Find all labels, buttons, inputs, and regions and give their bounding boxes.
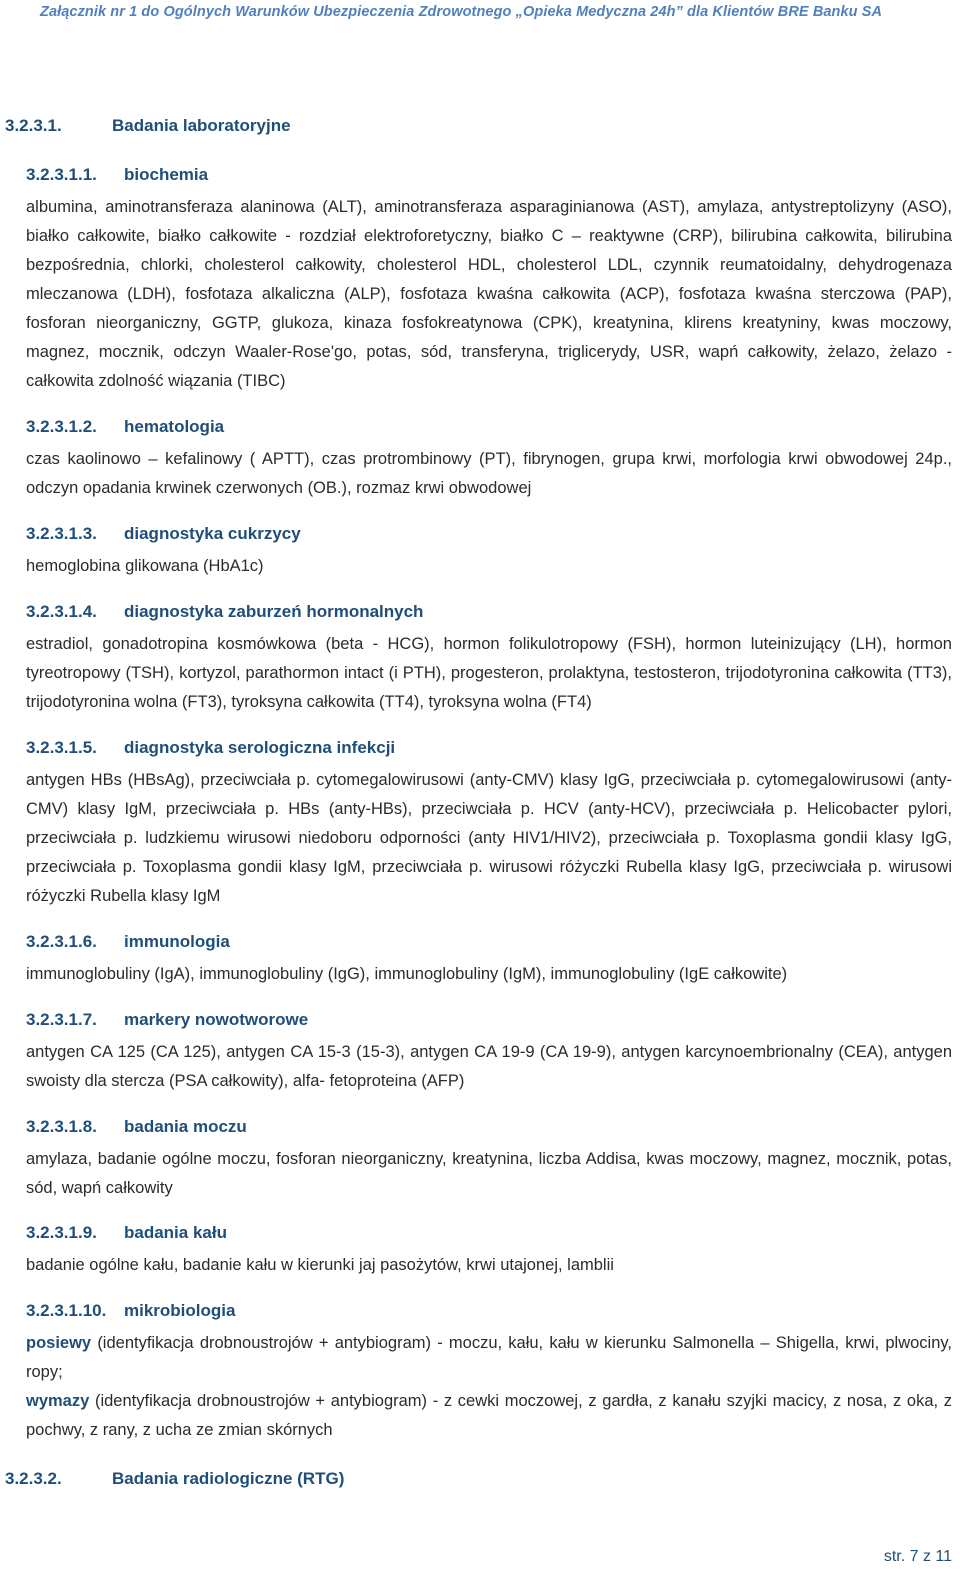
subsection-title: immunologia <box>124 932 230 951</box>
subsection-heading <box>26 1300 952 1329</box>
section-heading-rtg <box>5 1469 344 1489</box>
subsection-title: markery nowotworowe <box>124 1010 309 1029</box>
subsection-text: badanie ogólne kału, badanie kału w kierunki jaj pasożytów, krwi utajonej, lamblii <box>26 1256 614 1274</box>
subsection-text: czas kaolinowo – kefalinowy ( APTT), czas protrombinowy (PT), fibrynogen, grupa krwi, morfologia krwi obwodowej 24p., odczyn opadania krwinek czerwonych (OB.), rozmaz krwi obwodowej <box>26 450 952 497</box>
section-biochemia <box>26 164 952 396</box>
document-header: Załącznik nr 1 do Ogólnych Warunków Ubezpieczenia Zdrowotnego „Opieka Medyczna 24h” dla Klientów BRE Banku SA <box>40 4 883 20</box>
section-diagnostyka-hormonalna <box>26 601 952 717</box>
subsection-heading <box>26 416 952 445</box>
subsection-text: amylaza, badanie ogólne moczu, fosforan nieorganiczny, kreatynina, liczba Addisa, kwas moczowy, magnez, mocznik, potas, sód, wapń całkowity <box>26 1150 952 1197</box>
page-number: str. 7 z 11 <box>883 1548 952 1565</box>
section-badania-kalu <box>26 1222 952 1280</box>
subsection-text: immunoglobuliny (IgA), immunoglobuliny (IgG), immunoglobuliny (IgM), immunoglobuliny (IgE całkowite) <box>26 965 788 983</box>
subsection-title: badania kału <box>124 1223 227 1242</box>
subsection-text <box>26 1329 952 1445</box>
section-number: 3.2.3.1. <box>5 116 62 135</box>
subsection-number: 3.2.3.1.10. <box>26 1301 107 1320</box>
section-heading-lab <box>5 116 291 136</box>
subsection-heading <box>26 523 952 552</box>
subsection-title: diagnostyka serologiczna infekcji <box>124 738 396 757</box>
section-title: Badania laboratoryjne <box>112 116 291 135</box>
subsection-title: badania moczu <box>124 1117 247 1136</box>
posiewy-description: (identyfikacja drobnoustrojów + antybiogram) - moczu, kału, kału w kierunku Salmonella – Shigella, krwi, plwociny, ropy; <box>26 1334 952 1381</box>
subsection-text: antygen CA 125 (CA 125), antygen CA 15-3 (15-3), antygen CA 19-9 (CA 19-9), antygen karcynoembrionalny (CEA), antygen swoisty dla stercza (PSA całkowity), alfa- fetoproteina (AFP) <box>26 1043 952 1090</box>
subsection-heading <box>26 1116 952 1145</box>
subsection-number: 3.2.3.1.4. <box>26 602 97 621</box>
subsection-number: 3.2.3.1.8. <box>26 1117 97 1136</box>
term-wymazy: wymazy <box>26 1392 90 1410</box>
subsection-text: estradiol, gonadotropina kosmówkowa (beta - HCG), hormon folikulotropowy (FSH), hormon luteinizujący (LH), hormon tyreotropowy (TSH), kortyzol, parathormon intact (i PTH), progesteron, prolaktyna, testosteron, trijodotyronina całkowita (TT3), trijodotyronina wolna (FT3), tyroksyna całkowita (TT4), tyroksyna wolna (FT4) <box>26 635 952 711</box>
subsection-title: diagnostyka cukrzycy <box>124 524 301 543</box>
section-markery <box>26 1009 952 1096</box>
subsection-number: 3.2.3.1.3. <box>26 524 97 543</box>
subsection-title: biochemia <box>124 165 209 184</box>
section-badania-moczu <box>26 1116 952 1203</box>
section-title: Badania radiologiczne (RTG) <box>112 1469 345 1488</box>
paragraph-posiewy <box>26 1329 952 1387</box>
subsection-heading <box>26 1009 952 1038</box>
section-mikrobiologia <box>26 1300 952 1445</box>
subsection-title: hematologia <box>124 417 225 436</box>
subsection-heading <box>26 601 952 630</box>
subsection-number: 3.2.3.1.7. <box>26 1010 97 1029</box>
subsection-text: albumina, aminotransferaza alaninowa (ALT), aminotransferaza asparaginianowa (AST), amylaza, antystreptolizyny (ASO), białko całkowite, białko całkowite - rozdział elektroforetyczny, białko C – reaktywne (CRP), bilirubina całkowita, bilirubina bezpośrednia, chlorki, cholesterol całkowity, cholesterol HDL, cholesterol LDL, czynnik reumatoidalny, dehydrogenaza mleczanowa (LDH), fosfotaza alkaliczna (ALP), fosfotaza kwaśna całkowita (ACP), fosfotaza kwaśna sterczowa (PAP), fosforan nieorganiczny, GGTP, glukoza, kinaza fosfokreatynowa (CPK), kreatynina, klirens kreatyniny, kwas moczowy, magnez, mocznik, odczyn Waaler-Rose'go, potas, sód, transferyna, triglicerydy, USR, wapń całkowity, żelazo, żelazo - całkowita zdolność wiązania (TIBC) <box>26 198 952 390</box>
subsection-number: 3.2.3.1.9. <box>26 1223 97 1242</box>
subsection-number: 3.2.3.1.2. <box>26 417 97 436</box>
subsection-heading <box>26 737 952 766</box>
section-diagnostyka-cukrzycy <box>26 523 952 581</box>
subsection-title: diagnostyka zaburzeń hormonalnych <box>124 602 424 621</box>
subsection-heading <box>26 931 952 960</box>
subsection-title: mikrobiologia <box>124 1301 236 1320</box>
section-immunologia <box>26 931 952 989</box>
subsection-number: 3.2.3.1.1. <box>26 165 97 184</box>
subsection-number: 3.2.3.1.6. <box>26 932 97 951</box>
subsection-text: hemoglobina glikowana (HbA1c) <box>26 557 264 575</box>
subsection-heading <box>26 1222 952 1251</box>
section-hematologia <box>26 416 952 503</box>
wymazy-description: (identyfikacja drobnoustrojów + antybiogram) - z cewki moczowej, z gardła, z kanału szyjki macicy, z nosa, z oka, z pochwy, z rany, z ucha ze zmian skórnych <box>26 1392 952 1439</box>
subsection-heading <box>26 164 952 193</box>
section-number: 3.2.3.2. <box>5 1469 62 1488</box>
paragraph-wymazy <box>26 1387 952 1445</box>
subsection-number: 3.2.3.1.5. <box>26 738 97 757</box>
section-serologia <box>26 737 952 911</box>
term-posiewy: posiewy <box>26 1334 92 1352</box>
subsection-text: antygen HBs (HBsAg), przeciwciała p. cytomegalowirusowi (anty-CMV) klasy IgG, przeciwciała p. cytomegalowirusowi (anty-CMV) klasy IgM, przeciwciała p. HBs (anty-HBs), przeciwciała p. HCV (anty-HCV), przeciwciała p. Helicobacter pylori, przeciwciała p. ludzkiemu wirusowi niedoboru odporności (anty HIV1/HIV2), przeciwciała p. Toxoplasma gondii klasy IgG, przeciwciała p. Toxoplasma gondii klasy IgM, przeciwciała p. wirusowi różyczki Rubella klasy IgG, przeciwciała p. wirusowi różyczki Rubella klasy IgM <box>26 771 952 905</box>
